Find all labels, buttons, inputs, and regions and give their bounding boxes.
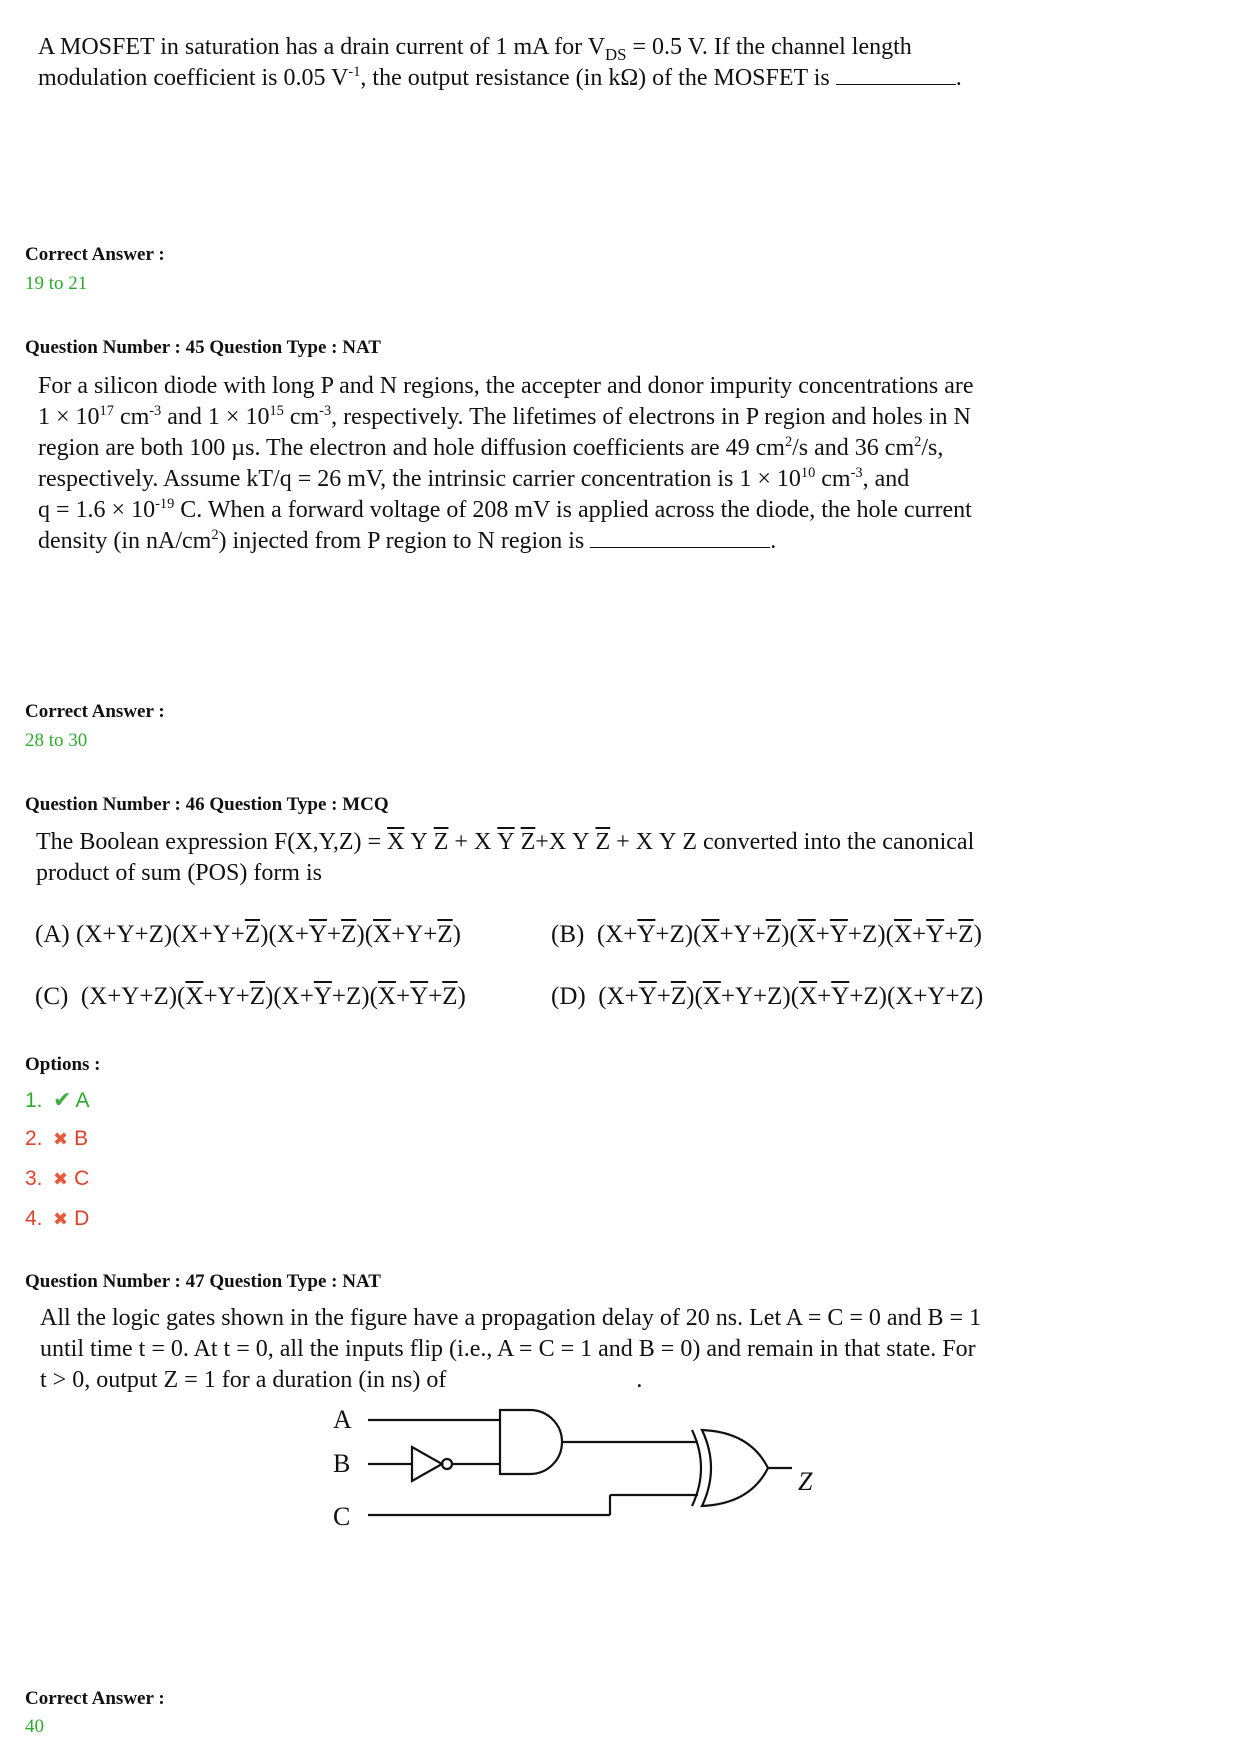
circuit-diagram: [320, 1400, 840, 1550]
answer-blank: [590, 527, 770, 548]
xor-gate: [702, 1430, 768, 1506]
option-d-expression: (D) $(X+\overline{Y}+\overline{Z})(\overline{X}+Y+Z)(\overline{X}+\overline{Y}+Z)(X+Y+Z)$: [551, 983, 984, 1010]
correct-answer-label: Correct Answer :: [25, 244, 165, 265]
question-header: Question Number : 47 Question Type : NAT: [25, 1271, 381, 1292]
q44-text: A MOSFET in saturation has a drain current of 1 mA for $V_{DS} = 0.5$ V. If the channel length modulation coefficient is 0.05 $V^{-1}$, the output resistance (in kΩ) of the MOSFET is .: [38, 34, 962, 91]
cross-icon: ✖: [53, 1209, 69, 1229]
correct-answer-value: 40: [25, 1716, 44, 1737]
check-icon: ✔: [53, 1087, 72, 1112]
cross-icon: ✖: [53, 1169, 69, 1189]
correct-answer-label: Correct Answer :: [25, 1688, 165, 1709]
input-b-label: B: [333, 1449, 351, 1478]
answer-blank: [836, 64, 956, 85]
option-2: 2. ✖ B: [25, 1127, 89, 1150]
and-gate: [500, 1410, 562, 1474]
cross-icon: ✖: [53, 1129, 69, 1149]
logic-circuit-figure: [320, 1400, 840, 1550]
not-gate: [412, 1447, 442, 1481]
q45-text: For a silicon diode with long P and N regions, the accepter and donor impurity concentrations are $1 \times 10^{17}$ $cm^{-3}$ and $1 \times 10^{15}$ $cm^{-3}$, respectively. The lifetimes of electrons in P region and holes in N region are both 100 µs. The electron and hole diffusion coefficients are 49 $cm^2/s$ and 36 $cm^2/s$, respectively. Assume kT/q = 26 mV, the intrinsic carrier concentration is $1 \times 10^{10}$ $cm^{-3}$, and $q = 1.6 \times 10^{-19}$ C. When a forward voltage of 208 mV is applied across the diode, the hole current density (in $nA/cm^2$) injected from P region to N region is .: [38, 373, 974, 554]
option-a-expression: (A) $(X+Y+Z)(X+Y+\overline{Z})(X+\overline{Y}+\overline{Z})(\overline{X}+Y+\overline{Z})$: [35, 921, 461, 948]
question-header: Question Number : 46 Question Type : MCQ: [25, 794, 389, 815]
correct-answer-label: Correct Answer :: [25, 701, 165, 722]
option-4: 4. ✖ D: [25, 1207, 90, 1230]
option-3: 3. ✖ C: [25, 1167, 90, 1190]
input-a-label: A: [333, 1405, 352, 1434]
output-z-label: Z: [798, 1467, 813, 1496]
question-header: Question Number : 45 Question Type : NAT: [25, 337, 381, 358]
options-label: Options :: [25, 1054, 101, 1075]
q46-text: The Boolean expression $F(X,Y,Z) = \overline{X}$ Y $\overline{Z} + X$ $\overline{Y}$ $\overline{Z}+X$ Y $\overline{Z} + X$ Y Z converted into the canonical product of sum (POS) form is: [36, 829, 975, 886]
correct-answer-value: 19 to 21: [25, 273, 88, 294]
boolean-expression: $\overline{X}$ Y $\overline{Z} + X$ $\overline{Y}$ $\overline{Z}+X$ Y $\overline{Z} + X$ Y Z: [387, 829, 698, 855]
option-c-expression: (C) $(X+Y+Z)(\overline{X}+Y+\overline{Z})(X+\overline{Y}+Z)(\overline{X}+\overline{Y}+\overline{Z})$: [35, 983, 466, 1010]
option-1: 1. ✔ A: [25, 1087, 90, 1112]
correct-answer-value: 28 to 30: [25, 730, 88, 751]
options-list: [25, 1087, 89, 1235]
q47-text: All the logic gates shown in the figure have a propagation delay of 20 ns. Let A = C = 0 and B = 1 until time t = 0. At t = 0, all the inputs flip (i.e., A = C = 1 and B = 0) and remain in that state. For t > 0, output Z = 1 for a duration (in ns) of .: [40, 1305, 982, 1393]
option-b-expression: (B) $(X+\overline{Y}+Z)(\overline{X}+Y+\overline{Z})(\overline{X}+\overline{Y}+Z)(\overline{X}+\overline{Y}+\overline{Z})$: [551, 921, 982, 948]
input-c-label: C: [333, 1502, 351, 1531]
